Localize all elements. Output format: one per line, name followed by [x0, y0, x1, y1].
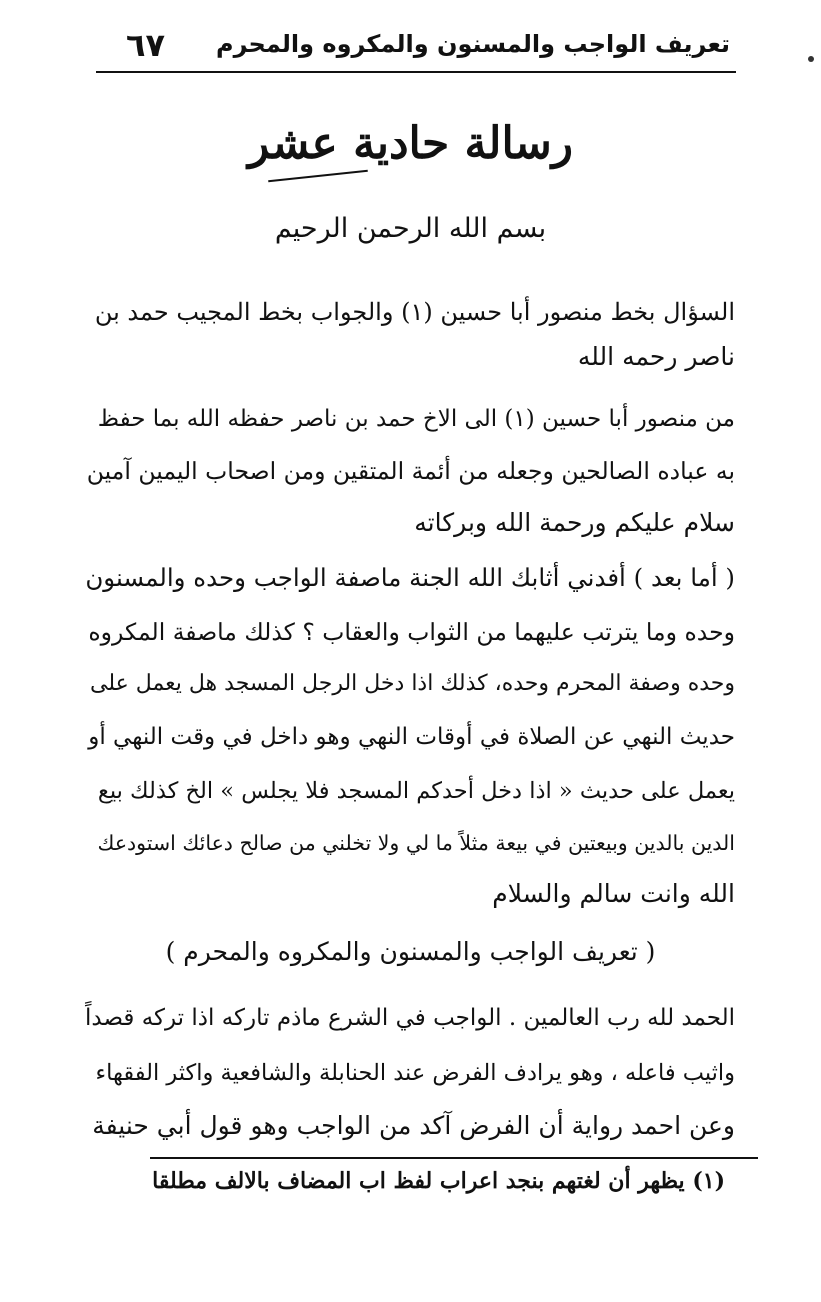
basmala: بسم الله الرحمن الرحيم: [274, 213, 547, 244]
letter-title: رسالة حادية عشر: [248, 118, 573, 169]
text-line: واثيب فاعله ، وهو يرادف الفرض عند الحنابلة والشافعية واكثر الفقهاء: [95, 1060, 735, 1086]
text-line: وحده وما يترتب عليهما من الثواب والعقاب ؟ كذلك ماصفة المكروه: [88, 618, 735, 646]
header-rule: [96, 71, 736, 73]
text-line: به عباده الصالحين وجعله من أئمة المتقين ومن اصحاب اليمين آمين: [86, 457, 735, 485]
text-line: حديث النهي عن الصلاة في أوقات النهي وهو داخل في وقت النهي أو: [88, 724, 735, 750]
section-heading: ( تعريف الواجب والمسنون والمكروه والمحرم ): [165, 937, 656, 966]
running-title: تعريف الواجب والمسنون والمكروه والمحرم: [216, 30, 730, 58]
text-line: الله وانت سالم والسلام: [492, 879, 735, 908]
text-line: السؤال بخط منصور أبا حسين (١) والجواب بخط المجيب حمد بن: [94, 298, 735, 326]
text-line: سلام عليكم ورحمة الله وبركاته: [414, 508, 735, 537]
footnote: (١) يظهر أن لغتهم بنجد اعراب لفظ اب المضاف بالالف مطلقا: [152, 1168, 725, 1194]
scan-speck: [808, 56, 814, 62]
page-number: ٦٧: [126, 26, 166, 64]
text-line: الدين بالدين وبيعتين في بيعة مثلاً ما لي ولا تخلني من صالح دعائك استودعك: [97, 831, 735, 855]
page-header: [96, 26, 736, 72]
text-line: يعمل على حديث « اذا دخل أحدكم المسجد فلا يجلس » الخ كذلك بيع: [97, 778, 735, 804]
text-line: الحمد لله رب العالمين . الواجب في الشرع ماذم تاركه اذا تركه قصداً: [85, 1005, 735, 1031]
text-line: ( أما بعد ) أفدني أثابك الله الجنة ماصفة الواجب وحده والمسنون: [85, 563, 735, 592]
footnote-rule: [150, 1157, 758, 1159]
text-line: وعن احمد رواية أن الفرض آكد من الواجب وهو قول أبي حنيفة: [92, 1111, 735, 1140]
text-line: ناصر رحمه الله: [577, 342, 735, 371]
text-line: وحده وصفة المحرم وحده، كذلك اذا دخل الرجل المسجد هل يعمل على: [90, 671, 735, 696]
title-flourish: [268, 170, 368, 182]
text-line: من منصور أبا حسين (١) الى الاخ حمد بن ناصر حفظه الله بما حفظ: [97, 406, 735, 432]
